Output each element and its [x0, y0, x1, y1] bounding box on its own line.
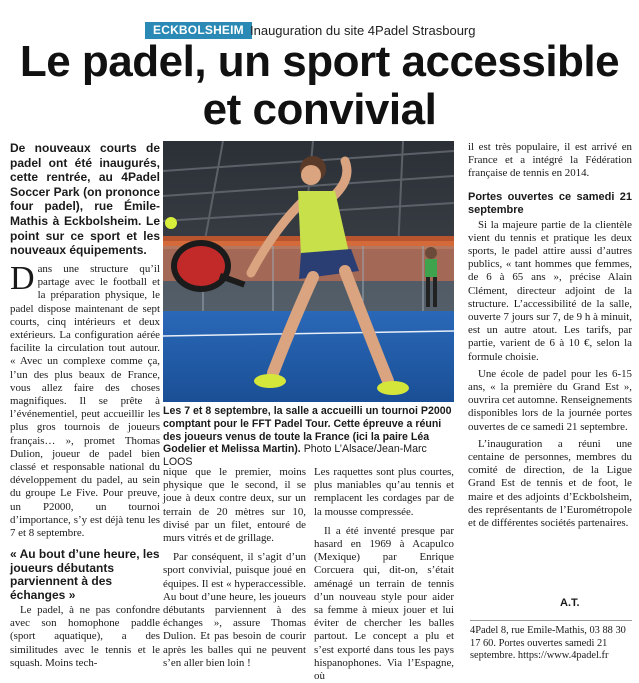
drop-cap: D: [10, 260, 35, 297]
pull-quote: « Au bout d’une heure, les joueurs débutants parviennent à des échanges »: [10, 547, 160, 602]
section-tag: ECKBOLSHEIM: [145, 22, 252, 39]
photo-credit: Photo L’Alsace/Jean-Marc LOOS: [163, 443, 427, 469]
column-4-p3: Une école de padel pour les 6-15 ans, « la première du Grand Est », ouvrira cet automne. Renseignements disponibles lors de la journée portes ouvertes de ce samedi 21 septembre.: [468, 367, 632, 433]
column-4-p4: L’inauguration a réuni une centaine de personnes, membres du comité de direction, de la Ligue Grand Est de tennis et de foot, le maire et des adjoints d’Eckbolsheim, des représentants de l’Eurométropole et de différentes sociétés partenaires.: [468, 437, 632, 530]
author-signature: A.T.: [560, 597, 580, 609]
kicker: Inauguration du site 4Padel Strasbourg: [250, 23, 476, 38]
photo-padel-player: [163, 141, 454, 402]
address-box: 4Padel 8, rue Emile-Mathis, 03 88 30 17 60. Portes ouvertes samedi 21 septembre. https://www.4padel.fr: [470, 620, 632, 663]
column-1-text: ans une structure qu’il partage avec le football et la préparation physique, le padel dispose maintenant de sept courts, cinq intérieurs et deux extérieurs. La configuration aérée facilite la circulation tout autour. « Avec un complexe comme ça, l’un des plus beaux de France, vous allez faire des choses magnifiques. Il se prête à l’événementiel, peut accueillir les plus gros tournois de joueurs français… », promet Thomas Dulion, joueur de padel bien classé et responsable national du développement du padel, au sein du groupe Le Five. Pour preuve, un P2000, un tournoi d’importance, s’y est déjà tenu les 7 et 8 septembre.: [10, 263, 160, 540]
headline: [0, 38, 639, 134]
lead-paragraph: De nouveaux courts de padel ont été inaugurés, cette rentrée, au 4Padel Soccer Park (on prononce four padel), rue Émile-Mathis à Eckbolsheim. Le point sur ce sport et les nouveaux équipements.: [10, 141, 160, 258]
caption-text: Les 7 et 8 septembre, la salle a accueilli un tournoi P2000 comptant pour le FFT Padel Tour. Cette épreuve a réuni des joueurs venus de toute la France (ici la paire Léa Godelier et Melissa Martin).: [163, 405, 452, 456]
column-4: [468, 141, 632, 530]
column-4-p1: il est très populaire, il est arrivé en France et a intégré la Fédération française de tennis en 2014.: [468, 141, 632, 180]
headline-line-2: et convivial: [202, 85, 437, 134]
column-1: [10, 260, 160, 540]
column-3-p1: Les raquettes sont plus courtes, plus maniables qu’au tennis et remplacent les cordages par de la mousse compressée.: [314, 466, 454, 518]
photo-caption: [163, 405, 454, 469]
column-1-continued: [10, 604, 160, 670]
column-2-p2: Par conséquent, il s’agit d’un sport convivial, puisque joué en équipes. Il est « hyperaccessible. Au bout d’une heure, les joueurs débutants parviennent à des échanges », assure Thomas Dulion. Et pas besoin de courir après les balles qui ne peuvent s’en aller bien loin !: [163, 551, 306, 669]
column-3: [314, 466, 454, 683]
photo-illustration: [163, 141, 454, 402]
column-4-p2: Si la majeure partie de la clientèle vient du tennis et pratique les deux sports, le padel attire aussi d’autres publics, « tant hommes que femmes, de 6 à 65 ans », précise Alain Clément, directeur adjoint de la structure. L’accessibilité de la salle, ouverte 7 jours sur 7, de 9 h à minuit, est un autre atout. Les tarifs, par partie, varient de 6 à 10 €, selon la formule choisie.: [468, 218, 632, 363]
column-2: [163, 466, 306, 670]
subhead-portes-ouvertes: Portes ouvertes ce samedi 21 septembre: [468, 190, 632, 216]
column-1-after-quote: Le padel, à ne pas confondre avec son homophone paddle (sport aquatique), a des similitudes avec le tennis et le squash. Moins tech-: [10, 604, 160, 669]
headline-line-1: Le padel, un sport accessible: [19, 37, 620, 86]
column-2-p1: nique que le premier, moins physique que le second, il se joue à deux contre deux, sur un terrain de 20 mètres sur 10, divisé par un filet, entouré de murs vitrés et de grillage.: [163, 466, 306, 545]
column-3-p2: Il a été inventé presque par hasard en 1969 à Acapulco (Mexique) par Enrique Corcuera qui, dit-on, s’était aménagé un terrain de tennis d’un nouveau style pour aider sa femme à mieux jouer et lui éviter de chercher les balles partout. Le concept a plu et s’est exporté dans tous les pays hispanophones. Via l’Espagne, où: [314, 524, 454, 683]
